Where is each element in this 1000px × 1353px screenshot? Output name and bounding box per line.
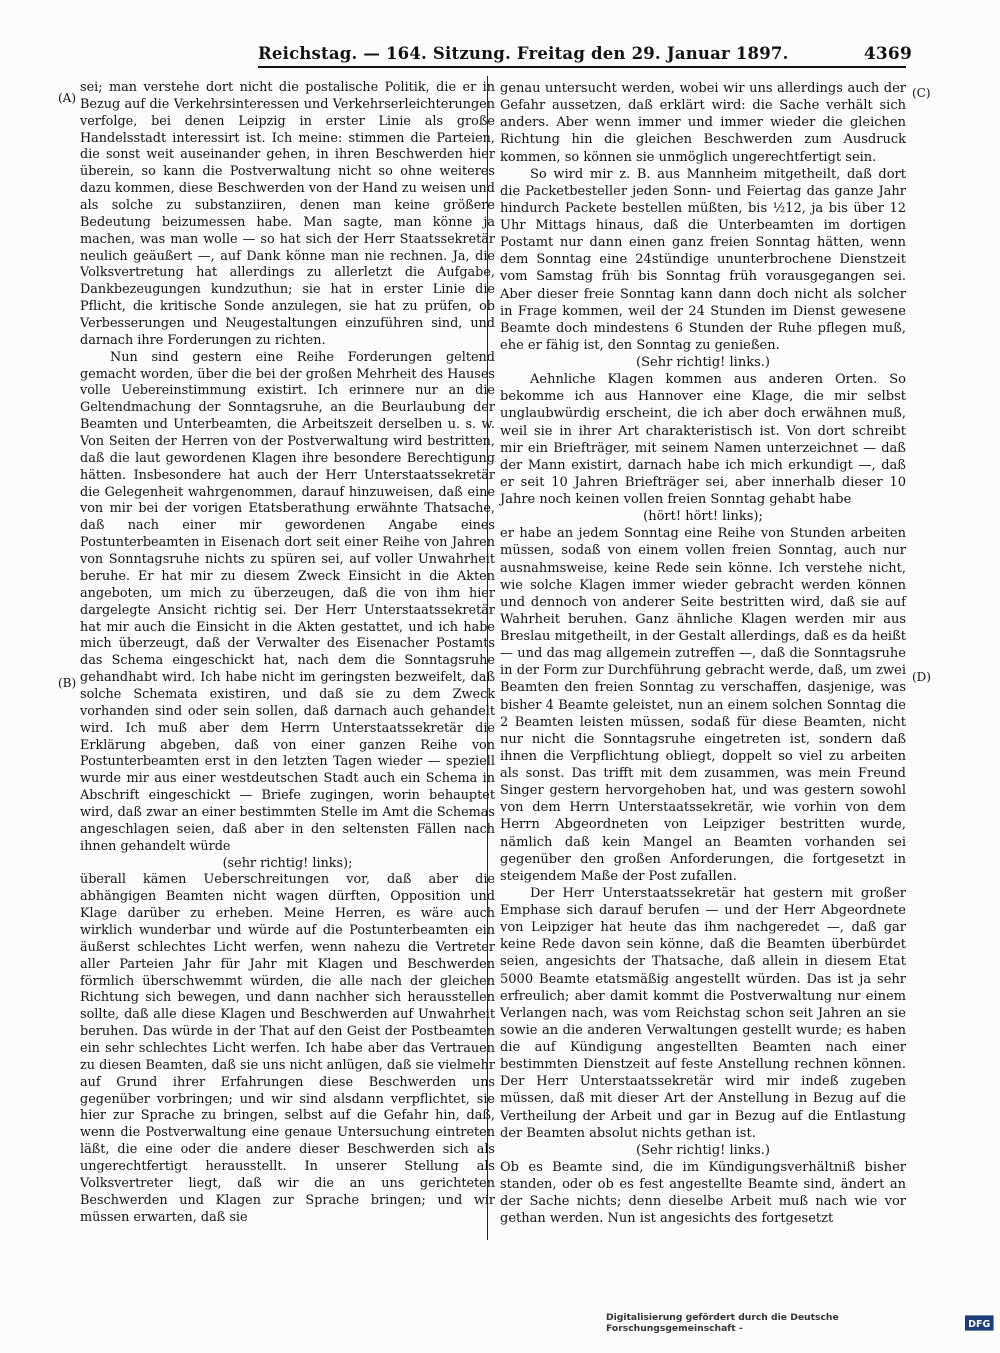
paragraph: sei; man verstehe dort nicht die postalische Politik, die er in Bezug auf die Verkehrsinteressen und Verkehrserleichterungen verfolge, bei denen Leipzig in erster Linie als große Handelsstadt interessirt ist. Ich meine: stimmen die Parteien, die sonst weit auseinander gehen, in ihren Beschwerden hier überein, so kann die Postverwaltung nicht so ohne weiteres dazu kommen, diese Beschwerden von der Hand zu weisen und als solche zu substanziiren, denen man keine größere Bedeutung beizumessen habe. Man sagte, man könne ja machen, was man wolle — so hat sich der Herr Staatssekretär neulich geäußert —, auf Dank könne man nie rechnen. Ja, die Volksvertretung hat allerdings zu allerletzt die Aufgabe, Dankbezeugungen kundzuthun; sie hat in erster Linie die Pflicht, die kritische Sonde anzulegen, sie hat zu prüfen, ob Verbesserungen und Neugestaltungen einzuführen sind, und darnach ihre Forderungen zu richten.	[80, 80, 495, 348]
interjection: (Sehr richtig! links.)	[636, 1142, 770, 1158]
interjection: (sehr richtig! links);	[222, 855, 353, 871]
right-column	[500, 80, 906, 1227]
footer-credit: Digitalisierung gefördert durch die Deutsche Forschungsgemeinschaft -	[606, 1312, 839, 1334]
paragraph: So wird mir z. B. aus Mannheim mitgetheilt, daß dort die Packetbesteller jeden Sonn- und Feiertag das ganze Jahr hindurch Packete bestellen müßten, bis ½12, ja bis über 12 Uhr Mittags hinaus, daß die Unterbeamten im dortigen Postamt nur dann einen ganz freien Sonntag hätten, wenn dem Sonntag eine 24stündige ununterbrochene Dienstzeit vom Samstag früh bis Sonntag früh vorausgegangen sei. Aber dieser freie Sonntag kann dann doch nicht als solcher in Frage kommen, weil der 24 Stunden im Dienst gewesene Beamte doch mindestens 6 Stunden der Ruhe pflegen muß, ehe er fähig ist, den Sonntag zu genießen.	[500, 166, 906, 353]
page-footer	[606, 1312, 994, 1334]
page-header	[258, 44, 912, 68]
margin-mark-c: (C)	[912, 86, 931, 100]
paragraph: Aehnliche Klagen kommen aus anderen Orten. So bekomme ich aus Hannover eine Klage, die mir selbst unglaubwürdig erscheint, die ich aber doch erwähnen muß, weil sie in ihrer Art charakteristisch ist. Von dort schreibt mir ein Briefträger, mit seinem Namen unterzeichnet — daß der Mann existirt, darnach habe ich mich erkundigt —, daß er seit 10 Jahren Briefträger sei, aber innerhalb dieser 10 Jahre noch keinen vollen freien Sonntag gehabt habe	[500, 372, 906, 507]
header-title: Reichstag. — 164. Sitzung. Freitag den 29. Januar 1897.	[258, 44, 789, 63]
paragraph: er habe an jedem Sonntag eine Reihe von Stunden arbeiten müssen, sodaß von einem vollen freien Sonntag, auch nur ausnahmsweise, keine Rede sein könne. Ich verstehe nicht, wie solche Klagen immer wieder gebracht werden können und dennoch von anderer Seite bestritten wird, daß sie auf Wahrheit beruhen. Ganz ähnliche Klagen werden mir aus Breslau mitgetheilt, in der Gestalt allerdings, daß es da heißt — und das mag allgemein zutreffen —, daß die Sonntagsruhe in der Form zur Durchführung gebracht werde, daß, um zwei Beamten den freien Sonntag zu verschaffen, dasjenige, was bisher 4 Beamte geleistet, nun an einem solchen Sonntag die 2 Beamten leisten müssen, sodaß für diese Beamten, nicht nur nicht die Sonntagsruhe eingetreten ist, sondern daß ihnen die Verpflichtung obliegt, doppelt so viel zu arbeiten als sonst. Das trifft mit dem zusammen, was mein Freund Singer gestern hervorgehoben hat, und was gestern sowohl von dem Herrn Unterstaatssekretär, wie vorhin von dem Herrn Abgeordneten von Leipziger bestritten wurde, nämlich daß kein Mangel an Beamten vorhanden sei gegenüber den großen Anforderungen, die fortgesetzt in steigendem Maße der Post zufallen.	[500, 526, 906, 884]
page-number: 4369	[863, 44, 912, 64]
paragraph: Ob es Beamte sind, die im Kündigungsverhältniß bisher standen, oder ob es fest angestellte Beamte sind, ändert an der Sache nichts; denn dieselbe Arbeit muß nach wie vor gethan werden. Nun ist angesichts des fortgesetzt	[500, 1159, 906, 1227]
paragraph: genau untersucht werden, wobei wir uns allerdings auch der Gefahr aussetzen, daß erklärt wird: die Sache verhält sich anders. Aber wenn immer und immer wieder die gleichen Richtung hin die gleichen Beschwerden zum Ausdruck kommen, so können sie unmöglich ungerechtfertigt sein.	[500, 81, 906, 165]
left-column	[80, 80, 495, 1226]
margin-mark-a: (A)	[58, 91, 77, 105]
margin-mark-b: (B)	[58, 676, 77, 690]
header-rule	[258, 66, 906, 68]
margin-mark-d: (D)	[912, 670, 931, 684]
dfg-logo-text: DFG	[968, 1318, 991, 1330]
interjection: (hört! hört! links);	[643, 509, 763, 525]
paragraph: Nun sind gestern eine Reihe Forderungen geltend gemacht worden, über die bei der großen Mehrheit des Hauses volle Uebereinstimmung existirt. Ich erinnere nur an die Geltendmachung der Sonntagsruhe, an die Beurlaubung der Beamten und Unterbeamten, die Arbeitszeit derselben u. s. w. Von Seiten der Herren von der Postverwaltung wird bestritten, daß die laut gewordenen Klagen ihre besondere Berechtigung hätten. Insbesondere hat auch der Herr Unterstaatssekretär die Gelegenheit wahrgenommen, darauf hinzuweisen, daß eine von mir bei der vorigen Etatsberathung erwähnte Thatsache, daß nach einer mir gewordenen Angabe eines Postunterbeamten in Eisenach dort seit einer Reihe von Jahren von Sonntagsruhe nichts zu spüren sei, auf voller Unwahrheit beruhe. Er hat mir zu diesem Zweck Einsicht in die Akten angeboten, um mich zu überzeugen, daß die von ihm hier dargelegte Ansicht richtig sei. Der Herr Unterstaatssekretär hat mir auch die Einsicht in die Akten gestattet, und ich habe mich überzeugt, daß der Verwalter des Eisenacher Postamts das Schema eingeschickt hat, nach dem die Sonntagsruhe gehandhabt wird. Ich habe nicht im geringsten bezweifelt, daß solche Schemata existiren, und daß sie zu dem Zweck vorhanden sind oder sein sollen, daß darnach auch gehandelt wird. Ich muß aber dem Herrn Unterstaatssekretär die Erklärung abgeben, daß von einer ganzen Reihe von Postunterbeamten erst in den letzten Tagen wieder — speziell wurde mir aus einer westdeutschen Stadt auch ein Schema in Abschrift eingeschickt — Briefe zugingen, worin behauptet wird, daß zwar an einer bestimmten Stelle im Amt die Schemas angeschlagen seien, daß aber in den seltensten Fällen nach ihnen gehandelt würde	[80, 349, 495, 854]
paragraph: Der Herr Unterstaatssekretär hat gestern mit großer Emphase sich darauf berufen — und der Herr Abgeordnete von Leipziger hat heute das ihm nachgeredet —, daß gar keine Rede davon sein könne, daß die Beamten überbürdet seien, angesichts der Thatsache, daß allein in diesem Etat 5000 Beamte etatsmäßig angestellt würden. Das ist ja sehr erfreulich; aber damit kommt die Postverwaltung nur einem Verlangen nach, was vom Reichstag schon seit Jahren an sie sowie an die anderen Verwaltungen gestellt wurde; es haben die auf Kündigung angestellten Beamten nach einer bestimmten Dienstzeit auf feste Anstellung rechnen können. Der Herr Unterstaatssekretär wird mir indeß zugeben müssen, daß mit dieser Art der Anstellung in Bezug auf die Vertheilung der Arbeit und gar in Bezug auf die Entlastung der Beamten absolut nichts gethan ist.	[500, 885, 906, 1141]
interjection: (Sehr richtig! links.)	[636, 355, 770, 370]
paragraph: überall kämen Ueberschreitungen vor, daß aber die abhängigen Beamten nicht wagen dürften, Opposition und Klage darüber zu erheben. Meine Herren, es wäre auch wirklich wunderbar und würde auf die Postunterbeamten ein äußerst schlechtes Licht werfen, wenn nahezu die Vertreter aller Parteien Jahr für Jahr mit Klagen und Beschwerden förmlich überschwemmt würden, die alle nach der gleichen Richtung sich bewegen, und dann nachher sich herausstellen sollte, daß alle diese Klagen und Beschwerden auf Unwahrheit beruhen. Das würde in der That auf den Geist der Postbeamten ein sehr schlechtes Licht werfen. Ich habe aber das Vertrauen zu diesen Beamten, daß sie uns nicht anlügen, daß sie vielmehr auf Grund ihrer Erfahrungen diese Beschwerden uns gegenüber vorbringen; und wir sind alsdann verpflichtet, sie hier zur Sprache zu bringen, selbst auf die Gefahr hin, daß, wenn die Postverwaltung eine genaue Untersuchung eintreten läßt, die eine oder die andere dieser Beschwerden sich als ungerechtfertigt herausstellt. In unserer Stellung als Volksvertreter liegt, daß wir die an uns gerichteten Beschwerden und Klagen zur Sprache bringen; und wir müssen erwarten, daß sie	[80, 872, 495, 1225]
dfg-logo-icon	[965, 1315, 994, 1331]
